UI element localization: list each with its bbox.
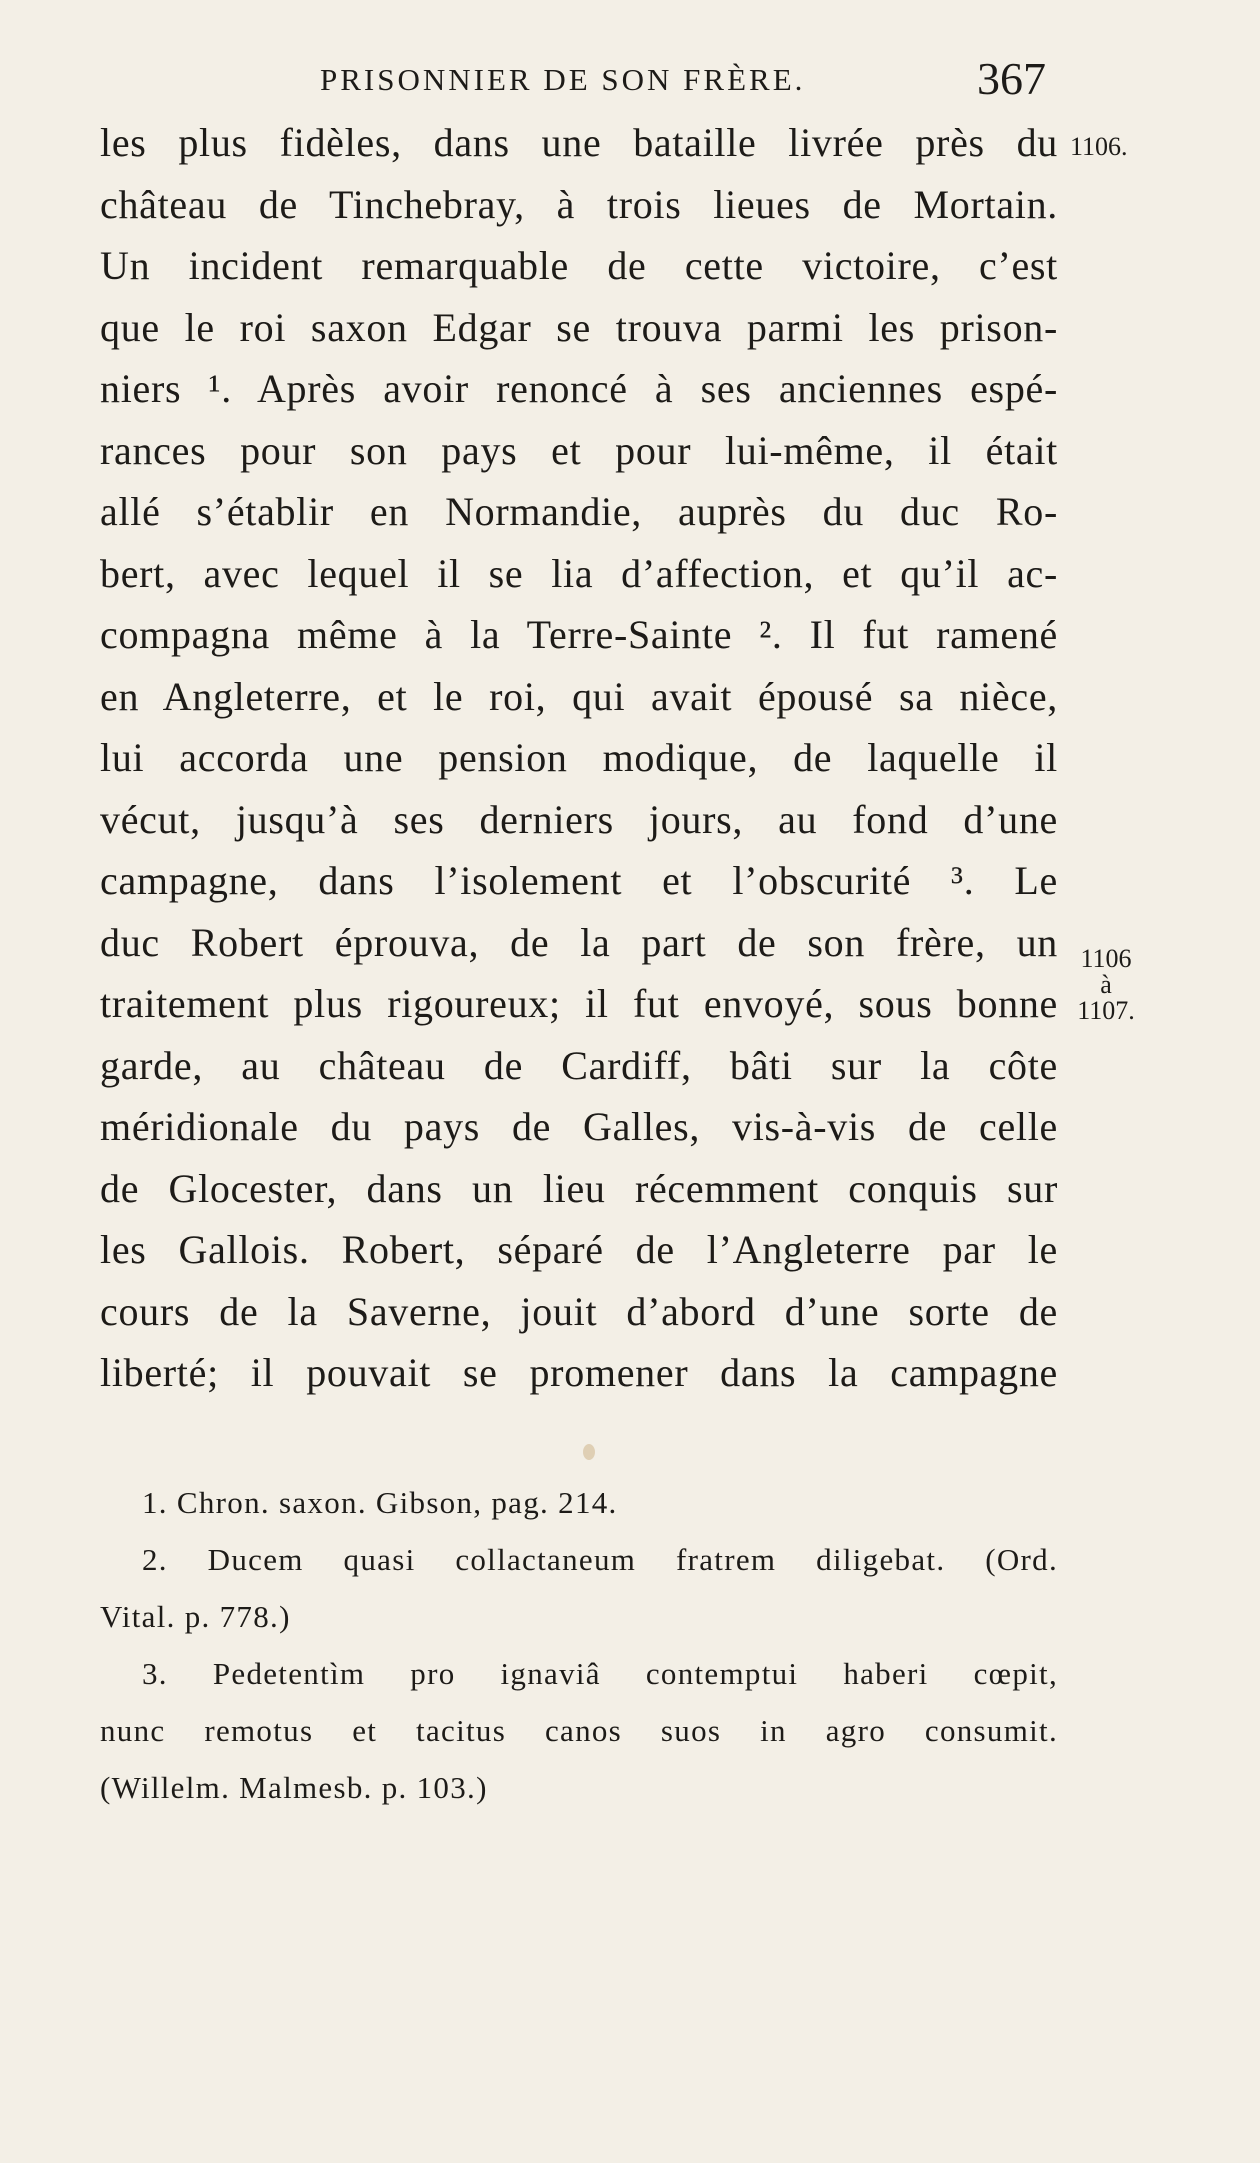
footnote-continuation: nunc remotus et tacitus canos suos in agro consumit.: [100, 1713, 1058, 1748]
margin-date-connector: à: [1100, 970, 1112, 999]
text-line: que le roi saxon Edgar se trouva parmi les prison-: [100, 304, 1058, 350]
margin-date-range: [1070, 946, 1142, 1024]
footnote: 3. Pedetentìm pro ignaviâ contemptui haberi cœpit,: [142, 1656, 1058, 1691]
main-text: [100, 112, 1058, 1404]
text-line: bert, avec lequel il se lia d’affection, et qu’il ac-: [100, 550, 1058, 596]
text-line: château de Tinchebray, à trois lieues de Mortain.: [100, 181, 1058, 227]
text-line: niers ¹. Après avoir renoncé à ses anciennes espé-: [100, 366, 1058, 411]
text-line: garde, au château de Cardiff, bâti sur la côte: [100, 1042, 1058, 1088]
margin-date-1106: 1106.: [1070, 132, 1128, 161]
text-line: méridionale du pays de Galles, vis-à-vis de celle: [100, 1104, 1058, 1149]
text-line: allé s’établir en Normandie, auprès du duc Ro-: [100, 489, 1058, 534]
footnote: 2. Ducem quasi collactaneum fratrem diligebat. (Ord.: [142, 1542, 1058, 1577]
page-number: 367: [977, 53, 1046, 104]
text-line: les plus fidèles, dans une bataille livrée près du: [100, 120, 1058, 165]
footnote-continuation: (Willelm. Malmesb. p. 103.): [100, 1770, 488, 1805]
text-line: de Glocester, dans un lieu récemment conquis sur: [100, 1165, 1058, 1211]
margin-date-end: 1107.: [1077, 996, 1135, 1025]
running-header: [320, 48, 1046, 108]
margin-date-start: 1106: [1080, 944, 1132, 973]
text-line: en Angleterre, et le roi, qui avait épousé sa nièce,: [100, 673, 1058, 719]
text-line: liberté; il pouvait se promener dans la campagne: [100, 1350, 1058, 1395]
text-line: campagne, dans l’isolement et l’obscurité ³. Le: [100, 858, 1058, 903]
text-line: les Gallois. Robert, séparé de l’Angleterre par le: [100, 1227, 1058, 1272]
text-line: traitement plus rigoureux; il fut envoyé, sous bonne: [100, 981, 1058, 1026]
text-line: Un incident remarquable de cette victoire, c’est: [100, 243, 1058, 288]
text-line: vécut, jusqu’à ses derniers jours, au fond d’une: [100, 796, 1058, 842]
footnote-continuation: Vital. p. 778.): [100, 1599, 291, 1634]
text-line: lui accorda une pension modique, de laquelle il: [100, 735, 1058, 780]
footnote: 1. Chron. saxon. Gibson, pag. 214.: [142, 1485, 618, 1520]
text-line: cours de la Saverne, jouit d’abord d’une sorte de: [100, 1288, 1058, 1334]
running-title: PRISONNIER DE SON FRÈRE.: [320, 62, 806, 97]
footnotes: [100, 1474, 1058, 1816]
ink-spot: [583, 1444, 595, 1460]
text-line: duc Robert éprouva, de la part de son frère, un: [100, 919, 1058, 965]
text-line: rances pour son pays et pour lui-même, il était: [100, 427, 1058, 473]
text-line: compagna même à la Terre-Sainte ². Il fut ramené: [100, 612, 1058, 657]
